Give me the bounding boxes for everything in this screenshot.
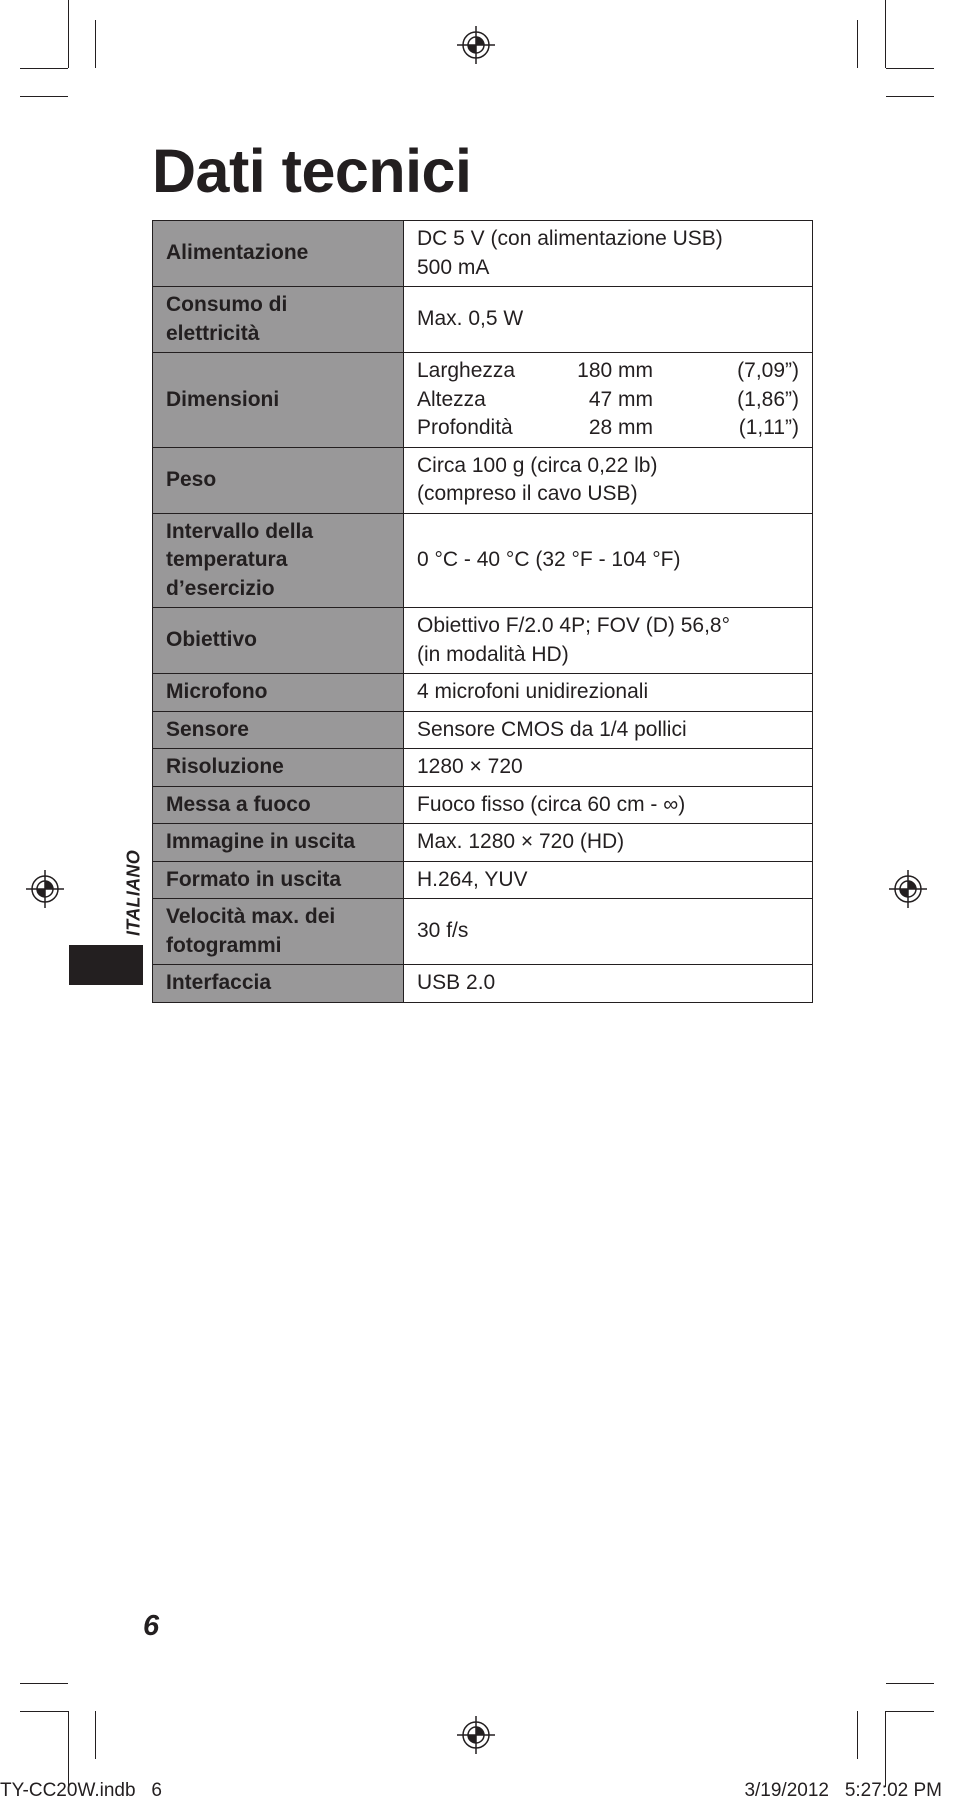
spec-label: Velocità max. dei fotogrammi bbox=[153, 899, 404, 965]
registration-mark-icon bbox=[457, 26, 495, 64]
dimension-row bbox=[417, 414, 799, 443]
crop-mark bbox=[95, 1711, 96, 1759]
table-row bbox=[153, 353, 813, 448]
dimension-mm: 47 mm bbox=[588, 387, 653, 411]
crop-mark bbox=[885, 1711, 886, 1787]
crop-mark bbox=[20, 96, 68, 97]
table-row bbox=[153, 965, 813, 1003]
crop-mark bbox=[886, 68, 934, 69]
crop-mark bbox=[68, 0, 69, 68]
dimension-name: Profondità bbox=[417, 416, 513, 439]
table-row bbox=[153, 786, 813, 824]
dimension-name: Altezza bbox=[417, 387, 486, 411]
spec-value: 0 °C - 40 °C (32 °F - 104 °F) bbox=[404, 513, 813, 608]
spec-value bbox=[404, 353, 813, 448]
spec-label: Dimensioni bbox=[153, 353, 404, 448]
crop-mark bbox=[857, 20, 858, 68]
spec-value: Circa 100 g (circa 0,22 lb) (compreso il cavo USB) bbox=[404, 447, 813, 513]
spec-label: Peso bbox=[153, 447, 404, 513]
registration-mark-icon bbox=[889, 870, 927, 908]
dimension-mm: 28 mm bbox=[588, 416, 653, 439]
crop-mark bbox=[885, 0, 886, 68]
language-tab bbox=[69, 945, 143, 985]
spec-value: Max. 0,5 W bbox=[404, 287, 813, 353]
crop-mark bbox=[886, 1683, 934, 1684]
spec-value: H.264, YUV bbox=[404, 861, 813, 899]
spec-label: Consumo di elettricità bbox=[153, 287, 404, 353]
crop-mark bbox=[886, 1711, 934, 1712]
dimension-inch: (1,11”) bbox=[738, 416, 799, 439]
spec-label: Interfaccia bbox=[153, 965, 404, 1003]
spec-value: Fuoco fisso (circa 60 cm - ∞) bbox=[404, 786, 813, 824]
language-label: ITALIANO bbox=[123, 849, 144, 937]
specs-table bbox=[152, 220, 813, 1003]
table-row bbox=[153, 447, 813, 513]
spec-value: 30 f/s bbox=[404, 899, 813, 965]
spec-value: Obiettivo F/2.0 4P; FOV (D) 56,8° (in modalità HD) bbox=[404, 608, 813, 674]
dimension-row bbox=[417, 386, 799, 415]
table-row bbox=[153, 824, 813, 862]
spec-value: Max. 1280 × 720 (HD) bbox=[404, 824, 813, 862]
spec-label: Risoluzione bbox=[153, 749, 404, 787]
spec-label: Formato in uscita bbox=[153, 861, 404, 899]
spec-label: Immagine in uscita bbox=[153, 824, 404, 862]
page-number: 6 bbox=[143, 1610, 160, 1642]
dimension-row bbox=[417, 357, 799, 386]
table-row bbox=[153, 899, 813, 965]
crop-mark bbox=[68, 1711, 69, 1787]
crop-mark bbox=[95, 20, 96, 68]
spec-label: Microfono bbox=[153, 674, 404, 712]
table-row bbox=[153, 513, 813, 608]
dimensions-list bbox=[417, 357, 799, 443]
table-row bbox=[153, 749, 813, 787]
table-row bbox=[153, 711, 813, 749]
crop-mark bbox=[857, 1711, 858, 1759]
page-title: Dati tecnici bbox=[152, 137, 472, 205]
crop-mark bbox=[20, 1711, 68, 1712]
spec-value: USB 2.0 bbox=[404, 965, 813, 1003]
spec-label: Alimentazione bbox=[153, 221, 404, 287]
registration-mark-icon bbox=[457, 1716, 495, 1754]
spec-value: DC 5 V (con alimentazione USB) 500 mA bbox=[404, 221, 813, 287]
table-row bbox=[153, 674, 813, 712]
spec-value: 4 microfoni unidirezionali bbox=[404, 674, 813, 712]
table-row bbox=[153, 608, 813, 674]
spec-label: Intervallo della temperatura d’esercizio bbox=[153, 513, 404, 608]
spec-label: Sensore bbox=[153, 711, 404, 749]
dimension-name: Larghezza bbox=[417, 359, 516, 382]
table-row bbox=[153, 861, 813, 899]
specs-table-body bbox=[153, 221, 813, 1003]
spec-label: Messa a fuoco bbox=[153, 786, 404, 824]
registration-mark-icon bbox=[26, 870, 64, 908]
crop-mark bbox=[20, 68, 68, 69]
table-row bbox=[153, 221, 813, 287]
spec-label: Obiettivo bbox=[153, 608, 404, 674]
dimension-inch: (1,86”) bbox=[737, 387, 799, 411]
spec-value: 1280 × 720 bbox=[404, 749, 813, 787]
table-row bbox=[153, 287, 813, 353]
crop-mark bbox=[20, 1683, 68, 1684]
crop-mark bbox=[886, 96, 934, 97]
slug-timestamp: 3/19/2012 5:27:02 PM bbox=[744, 1780, 942, 1801]
slug-file-name: TY-CC20W.indb 6 bbox=[0, 1780, 162, 1801]
dimension-inch: (7,09”) bbox=[737, 359, 799, 382]
dimension-mm: 180 mm bbox=[577, 359, 653, 382]
spec-value: Sensore CMOS da 1/4 pollici bbox=[404, 711, 813, 749]
